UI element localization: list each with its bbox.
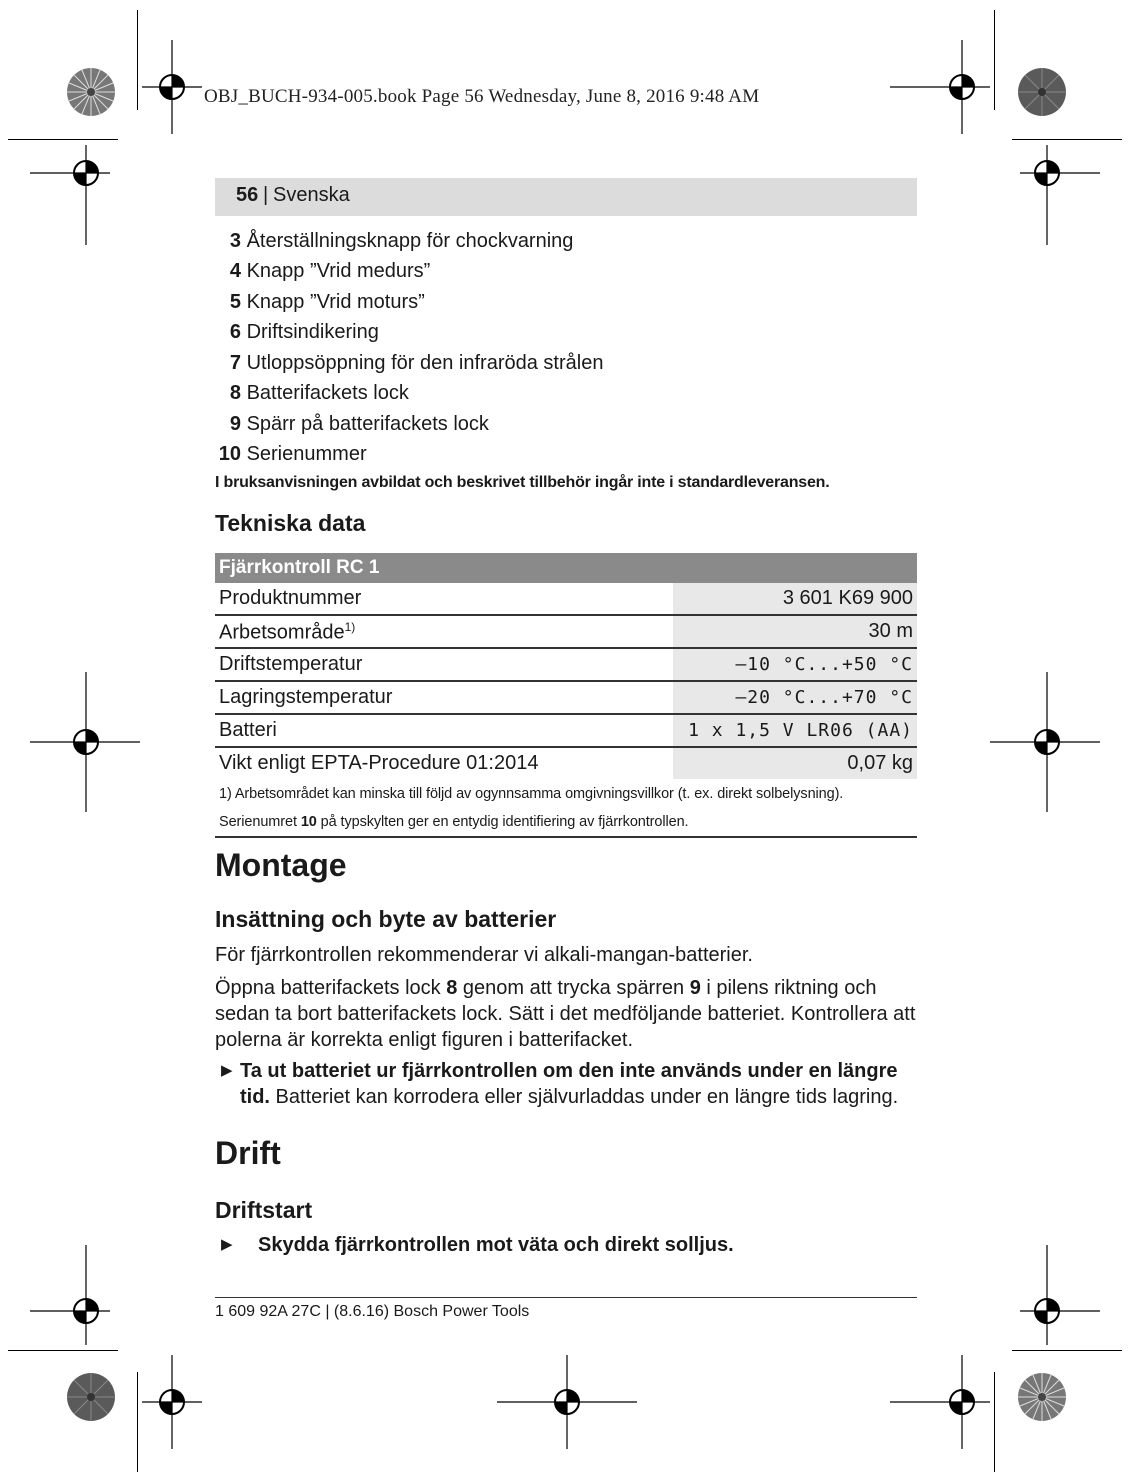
- paragraph: Öppna batterifackets lock 8 genom att trycka spärren 9 i pilens riktning och sedan ta bort batterifackets lock. Sätt i det medföljande batteriet. Kontrollera att polerna är korrekta enligt figuren i batterifacket.: [215, 977, 916, 1051]
- registration-mark-icon: [142, 1355, 202, 1449]
- color-calibration-target-icon: [66, 1372, 116, 1422]
- table-row: [215, 715, 917, 748]
- serial-note: Serienumret 10 på typskylten ger en entydig identifiering av fjärrkontrollen.: [219, 814, 689, 830]
- row-label: Produktnummer: [219, 587, 362, 609]
- row-value: 3 601 K69 900: [782, 587, 913, 609]
- page-number: 56: [236, 184, 259, 206]
- row-label: Arbetsområde$^{1)}$: [219, 620, 356, 644]
- registration-mark-icon: [497, 1355, 637, 1449]
- bullet-item: ▶ Skydda fjärrkontrollen mot väta och direkt solljus.: [221, 1234, 734, 1256]
- bullet-item: ▶ Ta ut batteriet ur fjärrkontrollen om den inte används under en längre tid. Batteriet kan korrodera eller självurladdas under en längre tids lagring.: [221, 1060, 899, 1108]
- registration-mark-icon: [890, 40, 1030, 134]
- legend-item: 5 Knapp ”Vrid moturs”: [229, 291, 425, 313]
- row-label: Vikt enligt EPTA-Procedure 01:2014: [219, 752, 539, 774]
- row-label: Batteri: [219, 719, 277, 741]
- row-label: Driftstemperatur: [219, 653, 363, 675]
- divider: [215, 836, 917, 838]
- registration-mark-icon: [30, 672, 140, 812]
- tech-data-heading: Tekniska data: [215, 510, 366, 536]
- table-row: [215, 649, 917, 682]
- row-value: 1 x 1,5 V LR06 (AA): [688, 720, 913, 741]
- bullet-arrow-icon: ▶: [221, 1062, 233, 1079]
- registration-mark-icon: [142, 40, 202, 134]
- color-calibration-target-icon: [66, 67, 116, 117]
- row-value: 0,07 kg: [847, 752, 913, 774]
- table-row: [215, 616, 917, 649]
- start-subheading: Driftstart: [215, 1197, 313, 1223]
- print-slug: OBJ_BUCH-934-005.book Page 56 Wednesday, June 8, 2016 9:48 AM: [204, 86, 760, 107]
- bullet-arrow-icon: ▶: [221, 1236, 233, 1253]
- row-value: –20 °C...+70 °C: [735, 687, 913, 708]
- row-value: 30 m: [868, 620, 913, 642]
- legend-item: 7 Utloppsöppning för den infraröda strålen: [229, 352, 604, 374]
- table-row: [215, 682, 917, 715]
- footnote-ref: 1): [344, 620, 356, 634]
- registration-mark-icon: [1000, 145, 1110, 245]
- color-calibration-target-icon: [1017, 67, 1067, 117]
- table-title: Fjärrkontroll RC 1: [215, 553, 917, 583]
- drift-heading: Drift: [215, 1135, 281, 1171]
- registration-mark-icon: [890, 1355, 990, 1449]
- legend-item: 3 Återställningsknapp för chockvarning: [229, 230, 574, 252]
- legend-item: 6 Driftsindikering: [229, 321, 379, 343]
- legend-item: 9 Spärr på batterifackets lock: [229, 413, 489, 435]
- footer-divider: [215, 1297, 917, 1298]
- table-row: [215, 583, 917, 616]
- accessories-note: I bruksanvisningen avbildat och beskrivet tillbehör ingår inte i standardleveransen.: [215, 474, 830, 491]
- battery-subheading: Insättning och byte av batterier: [215, 906, 557, 932]
- row-label: Lagringstemperatur: [219, 686, 393, 708]
- row-value: –10 °C...+50 °C: [735, 654, 913, 675]
- footnote: 1) Arbetsområdet kan minska till följd av ogynnsamma omgivningsvillkor (t. ex. direkt solbelysning).: [219, 786, 844, 802]
- legend-item: 8 Batterifackets lock: [229, 382, 409, 404]
- table-row: [215, 748, 917, 779]
- tech-data-table: [215, 553, 917, 779]
- page-header: [215, 178, 917, 216]
- registration-mark-icon: [1000, 1245, 1110, 1345]
- registration-mark-icon: [30, 145, 140, 245]
- page-footer: 1 609 92A 27C | (8.6.16) Bosch Power Tools: [215, 1303, 530, 1320]
- color-calibration-target-icon: [1017, 1372, 1067, 1422]
- paragraph: För fjärrkontrollen rekommenderar vi alkali-mangan-batterier.: [215, 944, 753, 966]
- header-language: Svenska: [273, 184, 350, 206]
- header-separator: |: [263, 184, 269, 206]
- registration-mark-icon: [990, 672, 1100, 812]
- montage-heading: Montage: [215, 847, 347, 883]
- registration-mark-icon: [30, 1245, 140, 1345]
- legend-item: 4 Knapp ”Vrid medurs”: [229, 260, 431, 282]
- legend-item: 10 Serienummer: [218, 443, 367, 465]
